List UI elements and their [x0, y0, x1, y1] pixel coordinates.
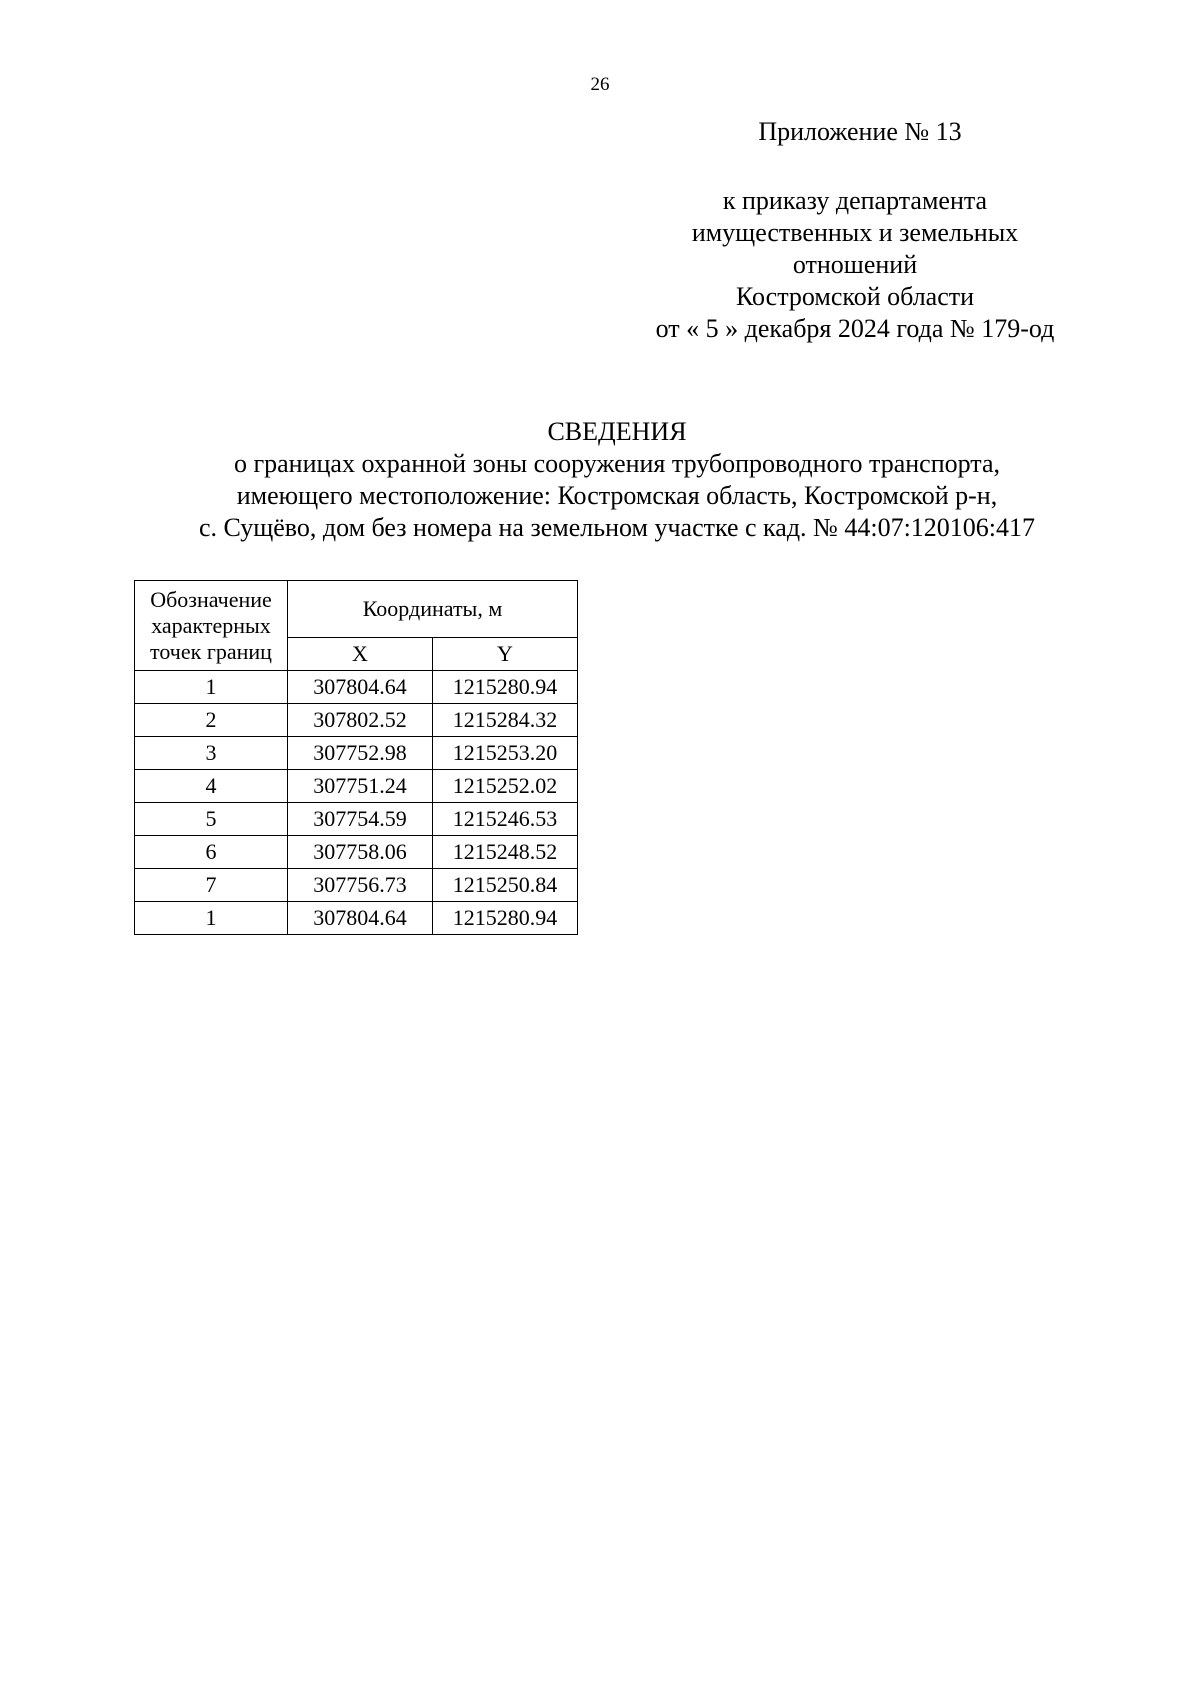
appendix-line: отношений	[792, 250, 918, 279]
point-cell: 1	[135, 671, 288, 704]
point-header-line: точек границ	[150, 638, 272, 664]
point-cell: 1	[135, 902, 288, 935]
table-row	[135, 869, 578, 902]
y-cell: 1215250.84	[433, 869, 578, 902]
point-cell: 2	[135, 704, 288, 737]
y-header-cell: Y	[433, 638, 578, 671]
x-cell: 307804.64	[288, 671, 433, 704]
table-header-row	[135, 581, 578, 638]
point-cell: 6	[135, 836, 288, 869]
document-subtitle-line: с. Сущёво, дом без номера на земельном участке с кад. № 44:07:120106:417	[198, 513, 1036, 542]
document-subtitle-line: о границах охранной зоны сооружения трубопроводного транспорта,	[233, 449, 1001, 478]
point-cell: 7	[135, 869, 288, 902]
appendix-order-date-line: от « 5 » декабря 2024 года № 179-од	[655, 314, 1055, 343]
x-cell: 307804.64	[288, 902, 433, 935]
table-row	[135, 803, 578, 836]
appendix-title: Приложение № 13	[758, 117, 962, 146]
point-header-line: Обозначение	[150, 586, 272, 612]
y-cell: 1215280.94	[433, 902, 578, 935]
y-cell: 1215280.94	[433, 671, 578, 704]
x-cell: 307752.98	[288, 737, 433, 770]
table-row	[135, 770, 578, 803]
y-cell: 1215252.02	[433, 770, 578, 803]
table-row	[135, 704, 578, 737]
x-cell: 307756.73	[288, 869, 433, 902]
x-cell: 307802.52	[288, 704, 433, 737]
table-row	[135, 836, 578, 869]
y-cell: 1215253.20	[433, 737, 578, 770]
y-cell: 1215246.53	[433, 803, 578, 836]
coordinates-header-cell: Координаты, м	[288, 581, 578, 638]
appendix-line: имущественных и земельных	[691, 218, 1019, 247]
point-header-line: характерных	[151, 612, 271, 638]
appendix-block	[620, 116, 1090, 345]
document-subtitle-line: имеющего местоположение: Костромская область, Костромской р-н,	[236, 481, 998, 510]
document-title: СВЕДЕНИЯ	[547, 417, 687, 446]
point-cell: 4	[135, 770, 288, 803]
table-row	[135, 671, 578, 704]
page-number: 26	[590, 74, 610, 95]
x-header-cell: X	[288, 638, 433, 671]
x-cell: 307754.59	[288, 803, 433, 836]
y-cell: 1215284.32	[433, 704, 578, 737]
table-row	[135, 737, 578, 770]
x-cell: 307751.24	[288, 770, 433, 803]
appendix-line: к приказу департамента	[722, 186, 988, 215]
table-row	[135, 902, 578, 935]
point-cell: 5	[135, 803, 288, 836]
x-cell: 307758.06	[288, 836, 433, 869]
document-header	[0, 416, 1200, 544]
point-cell: 3	[135, 737, 288, 770]
appendix-line: Костромской области	[735, 282, 975, 311]
y-cell: 1215248.52	[433, 836, 578, 869]
point-header-cell	[135, 581, 288, 671]
coordinates-table	[134, 580, 578, 935]
